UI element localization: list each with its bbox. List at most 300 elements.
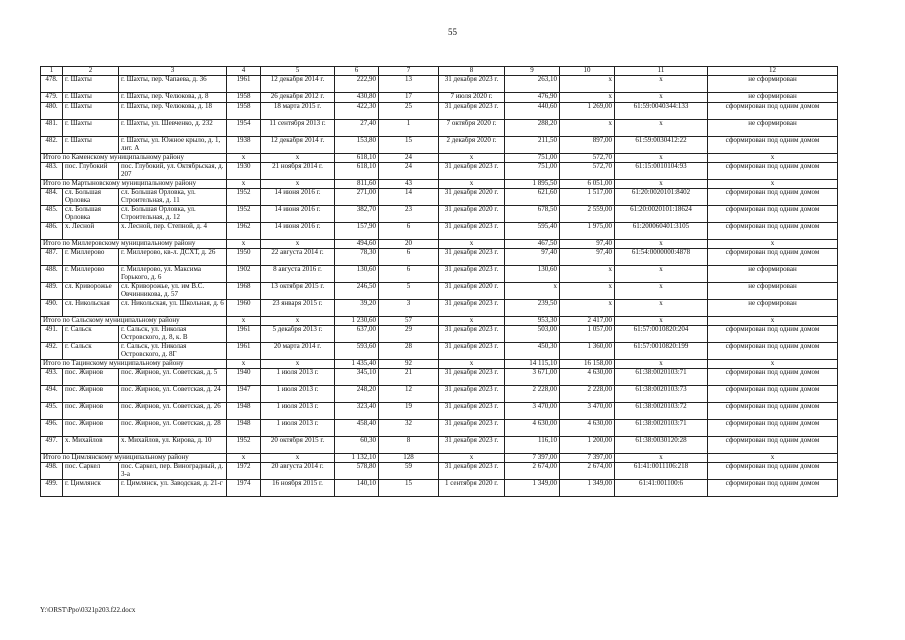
table-cell: пос. Глубокий, ул. Октябрьская, д. 207 <box>119 163 227 180</box>
table-cell: 485. <box>41 206 63 223</box>
table-cell: 1948 <box>227 403 261 420</box>
table-cell: х. Лесной, пер. Степной, д. 4 <box>119 223 227 240</box>
table-cell: х <box>615 300 708 317</box>
table-cell: 1 269,00 <box>560 103 615 120</box>
table-cell: 5 <box>379 283 439 300</box>
table-cell: 31 декабря 2023 г. <box>439 326 505 343</box>
table-row <box>41 343 838 360</box>
table-cell: 153,80 <box>335 137 379 154</box>
subtotal-cell: х <box>708 180 838 189</box>
table-cell: 494. <box>41 386 63 403</box>
table-cell: 61:59:0040344:133 <box>615 103 708 120</box>
table-cell: 25 <box>379 103 439 120</box>
column-number: 10 <box>560 67 615 76</box>
table-cell: пос. Глубокий <box>63 163 119 180</box>
table-cell: сформирован под одним домом <box>708 103 838 120</box>
subtotal-label: Итого по Сальскому муниципальному району <box>41 317 227 326</box>
table-cell: 323,40 <box>335 403 379 420</box>
table-cell: 1948 <box>227 420 261 437</box>
table-cell: 578,80 <box>335 463 379 480</box>
table-row <box>41 93 838 103</box>
table-cell: 450,30 <box>505 343 560 360</box>
table-row <box>41 103 838 120</box>
table-cell: 61:20:0020101:8402 <box>615 189 708 206</box>
table-row <box>41 266 838 283</box>
column-number: 2 <box>63 67 119 76</box>
table-cell: не сформирован <box>708 266 838 283</box>
table-cell: сл. Большая Орловка, ул. Строительная, д. 12 <box>119 206 227 223</box>
table-row <box>41 326 838 343</box>
table-cell: 22 августа 2014 г. <box>261 249 335 266</box>
table-cell: 31 декабря 2020 г. <box>439 283 505 300</box>
table-cell: 61:41:001100:6 <box>615 480 708 497</box>
table-cell: 140,10 <box>335 480 379 497</box>
subtotal-cell: х <box>708 317 838 326</box>
table-cell: сл. Никольская, ул. Школьная, д. 6 <box>119 300 227 317</box>
table-cell: 593,60 <box>335 343 379 360</box>
table-cell: 16 ноября 2015 г. <box>261 480 335 497</box>
table-cell: не сформирован <box>708 76 838 93</box>
subtotal-cell: х <box>261 360 335 369</box>
table-cell: 1 июля 2013 г. <box>261 420 335 437</box>
table-cell: 1962 <box>227 223 261 240</box>
table-cell: г. Шахты <box>63 137 119 154</box>
table-cell: 7 октября 2020 г. <box>439 120 505 137</box>
table-cell: 5 декабря 2013 г. <box>261 326 335 343</box>
table-cell: 1961 <box>227 343 261 360</box>
table-cell: 211,50 <box>505 137 560 154</box>
table-cell: 1 сентября 2020 г. <box>439 480 505 497</box>
table-cell: 31 декабря 2023 г. <box>439 463 505 480</box>
subtotal-label: Итого по Цимлянскому муниципальному району <box>41 454 227 463</box>
table-cell: пос. Саркел, пер. Виноградный, д. 3-а <box>119 463 227 480</box>
subtotal-cell: 618,10 <box>335 154 379 163</box>
table-cell: пос. Жирнов <box>63 369 119 386</box>
table-row <box>41 463 838 480</box>
table-body <box>41 67 838 497</box>
table-cell: 1954 <box>227 120 261 137</box>
subtotal-cell: х <box>708 454 838 463</box>
table-cell: пос. Жирнов, ул. Советская, д. 24 <box>119 386 227 403</box>
housing-register-table <box>40 66 838 497</box>
table-row <box>41 386 838 403</box>
table-cell: 15 <box>379 480 439 497</box>
table-cell: 495. <box>41 403 63 420</box>
table-cell: сформирован под одним домом <box>708 386 838 403</box>
table-cell: сл. Криворожье, ул. им В.С. Овчинникова, д. 57 <box>119 283 227 300</box>
table-cell: 31 декабря 2023 г. <box>439 403 505 420</box>
subtotal-cell: х <box>439 180 505 189</box>
table-cell: 15 <box>379 137 439 154</box>
subtotal-cell: х <box>708 240 838 249</box>
subtotal-cell: х <box>439 317 505 326</box>
table-cell: 61:57:0010820:204 <box>615 326 708 343</box>
table-cell: 61:41:0011106:218 <box>615 463 708 480</box>
table-cell: сформирован под одним домом <box>708 369 838 386</box>
table-cell: 1952 <box>227 206 261 223</box>
table-cell: 31 декабря 2020 г. <box>439 189 505 206</box>
table-row <box>41 300 838 317</box>
table-cell: 1938 <box>227 137 261 154</box>
table-cell: 61:57:0010820:199 <box>615 343 708 360</box>
table-cell: 489. <box>41 283 63 300</box>
table-cell: сформирован под одним домом <box>708 137 838 154</box>
subtotal-cell: 128 <box>379 454 439 463</box>
table-cell: сформирован под одним домом <box>708 206 838 223</box>
table-cell: 1968 <box>227 283 261 300</box>
table-cell: 4 630,00 <box>560 420 615 437</box>
subtotal-label: Итого по Миллеровскому муниципальному району <box>41 240 227 249</box>
table-cell: 491. <box>41 326 63 343</box>
table-cell: 490. <box>41 300 63 317</box>
table-cell: 31 декабря 2023 г. <box>439 420 505 437</box>
table-cell: 499. <box>41 480 63 497</box>
table-cell: 61:38:0020103:72 <box>615 403 708 420</box>
table-cell: 4 630,00 <box>560 369 615 386</box>
table-cell: 1 517,00 <box>560 189 615 206</box>
table-cell: 130,60 <box>505 266 560 283</box>
table-row <box>41 403 838 420</box>
subtotal-cell: х <box>261 317 335 326</box>
table-cell: 23 <box>379 206 439 223</box>
table-cell: 1940 <box>227 369 261 386</box>
table-cell: 13 октября 2015 г. <box>261 283 335 300</box>
table-cell: сл. Криворожье <box>63 283 119 300</box>
table-cell: 3 470,00 <box>560 403 615 420</box>
table-cell: 1 июля 2013 г. <box>261 403 335 420</box>
table-cell: 31 декабря 2023 г. <box>439 266 505 283</box>
table-cell: пос. Жирнов <box>63 403 119 420</box>
table-cell: 1952 <box>227 437 261 454</box>
subtotal-cell: х <box>708 154 838 163</box>
document-file-path: Y:\ORST\Ppo\0321p203.f22.docx <box>40 606 136 614</box>
table-cell: г. Шахты, пер. Челюкова, д. 18 <box>119 103 227 120</box>
table-cell: пос. Жирнов <box>63 420 119 437</box>
table-cell: 2 559,00 <box>560 206 615 223</box>
district-subtotal-row <box>41 317 838 326</box>
table-cell: 488. <box>41 266 63 283</box>
district-subtotal-row <box>41 360 838 369</box>
table-cell: 621,60 <box>505 189 560 206</box>
column-number-row <box>41 67 838 76</box>
table-cell: г. Шахты, ул. Шевченко, д. 232 <box>119 120 227 137</box>
table-cell: 97,40 <box>560 249 615 266</box>
subtotal-cell: 7 397,00 <box>560 454 615 463</box>
table-row <box>41 283 838 300</box>
table-cell: 271,00 <box>335 189 379 206</box>
table-cell: сл. Никольская <box>63 300 119 317</box>
table-cell: 3 470,00 <box>505 403 560 420</box>
subtotal-cell: х <box>615 317 708 326</box>
table-cell: 157,90 <box>335 223 379 240</box>
subtotal-cell: 811,60 <box>335 180 379 189</box>
subtotal-cell: х <box>227 360 261 369</box>
table-row <box>41 120 838 137</box>
column-number: 6 <box>335 67 379 76</box>
table-cell: 478. <box>41 76 63 93</box>
subtotal-cell: 2 417,00 <box>560 317 615 326</box>
page-number: 55 <box>448 27 457 37</box>
table-cell: 97,40 <box>505 249 560 266</box>
table-cell: 595,40 <box>505 223 560 240</box>
subtotal-cell: х <box>261 240 335 249</box>
table-cell: не сформирован <box>708 93 838 103</box>
table-cell: х <box>560 93 615 103</box>
table-cell: х <box>505 283 560 300</box>
table-cell: 8 августа 2016 г. <box>261 266 335 283</box>
subtotal-cell: х <box>439 454 505 463</box>
table-row <box>41 76 838 93</box>
table-cell: 1961 <box>227 326 261 343</box>
table-cell: х <box>560 300 615 317</box>
table-cell: 20 августа 2014 г. <box>261 463 335 480</box>
table-cell: сформирован под одним домом <box>708 326 838 343</box>
table-cell: сл. Большая Орловка <box>63 206 119 223</box>
table-cell: х. Михайлов, ул. Кирова, д. 10 <box>119 437 227 454</box>
table-cell: г. Шахты <box>63 120 119 137</box>
table-cell: пос. Жирнов, ул. Советская, д. 28 <box>119 420 227 437</box>
table-cell: г. Миллерово, кв-л. ДСХТ, д. 26 <box>119 249 227 266</box>
table-cell: 263,10 <box>505 76 560 93</box>
table-cell: 61:38:0020103:71 <box>615 369 708 386</box>
table-cell: г. Миллерово <box>63 266 119 283</box>
district-subtotal-row <box>41 180 838 189</box>
district-subtotal-row <box>41 240 838 249</box>
table-cell: сл. Большая Орловка <box>63 189 119 206</box>
table-cell: 1902 <box>227 266 261 283</box>
table-cell: 4 630,00 <box>505 420 560 437</box>
table-cell: 480. <box>41 103 63 120</box>
table-cell: 486. <box>41 223 63 240</box>
table-cell: г. Шахты <box>63 103 119 120</box>
table-cell: 503,00 <box>505 326 560 343</box>
table-cell: 61:38:0030120:28 <box>615 437 708 454</box>
table-cell: 422,30 <box>335 103 379 120</box>
table-cell: 1 июля 2013 г. <box>261 369 335 386</box>
subtotal-cell: 1 435,40 <box>335 360 379 369</box>
table-cell: х <box>615 120 708 137</box>
table-cell: г. Шахты, пер. Чапаева, д. 36 <box>119 76 227 93</box>
table-cell: сформирован под одним домом <box>708 249 838 266</box>
subtotal-cell: х <box>615 180 708 189</box>
table-cell: 487. <box>41 249 63 266</box>
district-subtotal-row <box>41 454 838 463</box>
table-cell: 8 <box>379 437 439 454</box>
table-cell: 61:20:0020101:18624 <box>615 206 708 223</box>
table-cell: 1958 <box>227 93 261 103</box>
table-cell: 1 349,00 <box>505 480 560 497</box>
table-cell: г. Шахты <box>63 76 119 93</box>
table-cell: 61:38:0020103:71 <box>615 420 708 437</box>
table-cell: 31 декабря 2023 г. <box>439 386 505 403</box>
table-cell: сформирован под одним домом <box>708 223 838 240</box>
table-cell: не сформирован <box>708 300 838 317</box>
table-cell: 12 <box>379 386 439 403</box>
table-cell: сформирован под одним домом <box>708 343 838 360</box>
table-cell: 31 декабря 2023 г. <box>439 163 505 180</box>
table-cell: 61:54:0000000:4878 <box>615 249 708 266</box>
subtotal-cell: 6 051,00 <box>560 180 615 189</box>
table-cell: х <box>615 93 708 103</box>
table-cell: 1 975,00 <box>560 223 615 240</box>
table-cell: 31 декабря 2023 г. <box>439 369 505 386</box>
table-cell: 1972 <box>227 463 261 480</box>
table-cell: 479. <box>41 93 63 103</box>
table-cell: х <box>615 283 708 300</box>
subtotal-cell: 1 895,50 <box>505 180 560 189</box>
table-cell: г. Шахты, ул. Южное крыло, д. 1, лит. А <box>119 137 227 154</box>
table-cell: 1 июля 2013 г. <box>261 386 335 403</box>
table-cell: 6 <box>379 223 439 240</box>
table-cell: г. Миллерово <box>63 249 119 266</box>
table-cell: 2 декабря 2020 г. <box>439 137 505 154</box>
subtotal-label: Итого по Тацинскому муниципальному району <box>41 360 227 369</box>
table-cell: 116,10 <box>505 437 560 454</box>
table-cell: 1 057,00 <box>560 326 615 343</box>
subtotal-cell: х <box>227 454 261 463</box>
subtotal-cell: х <box>615 240 708 249</box>
table-cell: 13 <box>379 76 439 93</box>
subtotal-cell: 7 397,00 <box>505 454 560 463</box>
table-cell: х <box>560 266 615 283</box>
table-cell: 11 сентября 2013 г. <box>261 120 335 137</box>
table-cell: 26 декабря 2012 г. <box>261 93 335 103</box>
table-cell: г. Шахты <box>63 93 119 103</box>
table-cell: 31 декабря 2023 г. <box>439 76 505 93</box>
table-cell: 239,50 <box>505 300 560 317</box>
table-cell: 12 декабря 2014 г. <box>261 137 335 154</box>
table-cell: 2 228,00 <box>505 386 560 403</box>
table-cell: 130,60 <box>335 266 379 283</box>
table-cell: 31 декабря 2023 г. <box>439 103 505 120</box>
table-cell: пос. Жирнов, ул. Советская, д. 5 <box>119 369 227 386</box>
table-cell: 31 декабря 2023 г. <box>439 437 505 454</box>
table-cell: 23 января 2015 г. <box>261 300 335 317</box>
subtotal-cell: х <box>227 180 261 189</box>
table-cell: сл. Большая Орловка, ул. Строительная, д. 11 <box>119 189 227 206</box>
table-cell: 1 349,00 <box>560 480 615 497</box>
district-subtotal-row <box>41 154 838 163</box>
table-cell: 39,20 <box>335 300 379 317</box>
table-row <box>41 206 838 223</box>
table-cell: х <box>615 76 708 93</box>
subtotal-label: Итого по Мартыновскому муниципальному району <box>41 180 227 189</box>
table-cell: 1974 <box>227 480 261 497</box>
table-row <box>41 249 838 266</box>
table-cell: 248,20 <box>335 386 379 403</box>
table-cell: 24 <box>379 163 439 180</box>
column-number: 5 <box>261 67 335 76</box>
table-row <box>41 137 838 154</box>
table-cell: 483. <box>41 163 63 180</box>
table-cell: 481. <box>41 120 63 137</box>
column-number: 12 <box>708 67 838 76</box>
table-cell: пос. Саркел <box>63 463 119 480</box>
table-cell: 897,00 <box>560 137 615 154</box>
table-cell: 14 июня 2016 г. <box>261 223 335 240</box>
table-cell: 2 674,00 <box>505 463 560 480</box>
table-row <box>41 437 838 454</box>
column-number: 7 <box>379 67 439 76</box>
table-cell: 492. <box>41 343 63 360</box>
subtotal-cell: 572,70 <box>560 154 615 163</box>
subtotal-cell: 1 230,60 <box>335 317 379 326</box>
subtotal-cell: 24 <box>379 154 439 163</box>
table-cell: 28 <box>379 343 439 360</box>
table-cell: 17 <box>379 93 439 103</box>
table-cell: 493. <box>41 369 63 386</box>
table-cell: 31 декабря 2020 г. <box>439 206 505 223</box>
table-cell: 1930 <box>227 163 261 180</box>
table-cell: 31 декабря 2023 г. <box>439 249 505 266</box>
table-cell: сформирован под одним домом <box>708 163 838 180</box>
table-cell: 618,10 <box>335 163 379 180</box>
table-cell: х <box>560 283 615 300</box>
table-cell: 572,70 <box>560 163 615 180</box>
table-cell: 1961 <box>227 76 261 93</box>
subtotal-cell: 751,00 <box>505 154 560 163</box>
table-cell: г. Цимлянск <box>63 480 119 497</box>
table-cell: х <box>615 266 708 283</box>
subtotal-cell: х <box>439 360 505 369</box>
table-cell: х <box>560 76 615 93</box>
table-cell: г. Миллерово, ул. Максима Горького, д. 6 <box>119 266 227 283</box>
table-cell: 1947 <box>227 386 261 403</box>
table-cell: 31 декабря 2023 г. <box>439 343 505 360</box>
subtotal-cell: 97,40 <box>560 240 615 249</box>
table-cell: 78,30 <box>335 249 379 266</box>
table-cell: 29 <box>379 326 439 343</box>
subtotal-label: Итого по Каменскому муниципальному району <box>41 154 227 163</box>
table-cell: 498. <box>41 463 63 480</box>
table-row <box>41 420 838 437</box>
table-cell: 6 <box>379 266 439 283</box>
table-cell: 32 <box>379 420 439 437</box>
table-cell: 476,90 <box>505 93 560 103</box>
subtotal-cell: х <box>439 240 505 249</box>
table-cell: пос. Жирнов <box>63 386 119 403</box>
table-cell: 458,40 <box>335 420 379 437</box>
table-cell: 12 декабря 2014 г. <box>261 76 335 93</box>
column-number: 4 <box>227 67 261 76</box>
table-cell: 27,40 <box>335 120 379 137</box>
column-number: 1 <box>41 67 63 76</box>
table-cell: 637,00 <box>335 326 379 343</box>
table-cell: сформирован под одним домом <box>708 480 838 497</box>
table-cell: сформирован под одним домом <box>708 420 838 437</box>
subtotal-cell: 20 <box>379 240 439 249</box>
table-cell: не сформирован <box>708 120 838 137</box>
subtotal-cell: 494,60 <box>335 240 379 249</box>
table-cell: 21 ноября 2014 г. <box>261 163 335 180</box>
table-cell: 1 360,00 <box>560 343 615 360</box>
subtotal-cell: 1 132,10 <box>335 454 379 463</box>
subtotal-cell: х <box>227 240 261 249</box>
column-number: 9 <box>505 67 560 76</box>
table-cell: 1958 <box>227 103 261 120</box>
table-cell: г. Сальск, ул. Николая Островского, д. 8, к. В <box>119 326 227 343</box>
table-cell: 31 декабря 2023 г. <box>439 223 505 240</box>
table-cell: 345,10 <box>335 369 379 386</box>
table-row <box>41 189 838 206</box>
table-cell: 496. <box>41 420 63 437</box>
table-cell: г. Сальск, ул. Николая Островского, д. 8Г <box>119 343 227 360</box>
table-cell: 484. <box>41 189 63 206</box>
subtotal-cell: 467,50 <box>505 240 560 249</box>
column-number: 8 <box>439 67 505 76</box>
table-row <box>41 163 838 180</box>
table-cell: пос. Жирнов, ул. Советская, д. 26 <box>119 403 227 420</box>
